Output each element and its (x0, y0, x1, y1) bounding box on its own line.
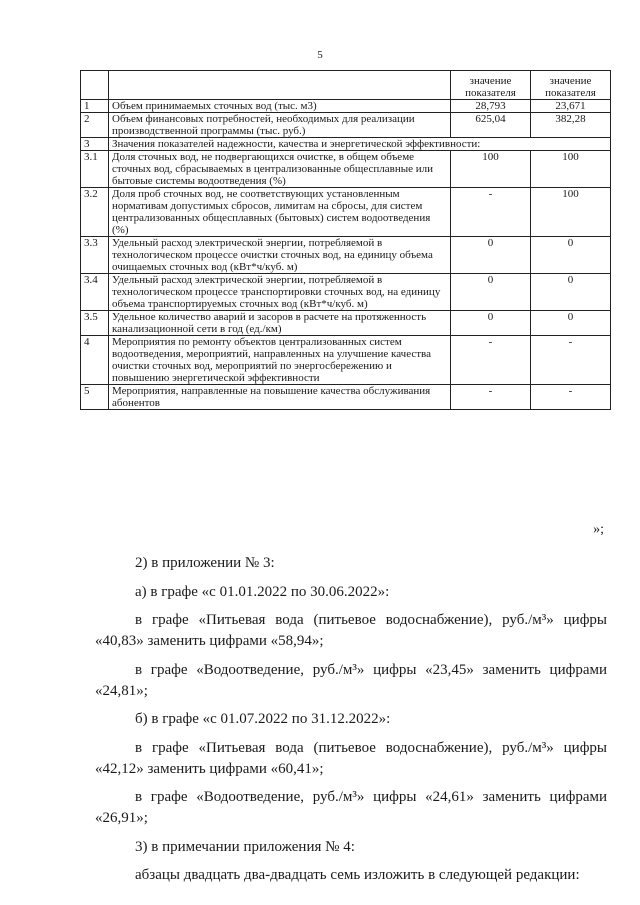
table-header-row (81, 71, 611, 100)
header-cell-empty (81, 71, 109, 100)
paragraph: в графе «Питьевая вода (питьевое водоснабжение), руб./м³» цифры «42,12» заменить цифрами «60,41»; (95, 739, 607, 777)
row-text: Доля проб сточных вод, не соответствующих установленным нормативам допустимых сбросов, лимитам на сбросы, для систем централизованных общесплавных (бытовых) систем водоотведения (%) (109, 188, 451, 237)
table-row (81, 385, 611, 410)
row-number: 3 (81, 138, 109, 151)
row-value-1: 0 (451, 237, 531, 274)
row-value-2: - (531, 336, 611, 385)
row-value-2: 0 (531, 311, 611, 336)
row-value-2: 382,28 (531, 113, 611, 138)
row-value-1: 0 (451, 274, 531, 311)
row-value-1: 0 (451, 311, 531, 336)
table-row (81, 274, 611, 311)
row-number: 3.4 (81, 274, 109, 311)
row-number: 3.3 (81, 237, 109, 274)
row-number: 4 (81, 336, 109, 385)
table-row (81, 151, 611, 188)
row-value-2: 23,671 (531, 100, 611, 113)
paragraph: б) в графе «с 01.07.2022 по 31.12.2022»: (135, 711, 391, 727)
row-value-2: - (531, 385, 611, 410)
row-value-1: 28,793 (451, 100, 531, 113)
row-text: Объем принимаемых сточных вод (тыс. м3) (109, 100, 451, 113)
paragraph: абзацы двадцать два-двадцать семь изложить в следующей редакции: (135, 867, 580, 883)
table-row (81, 113, 611, 138)
row-number: 5 (81, 385, 109, 410)
paragraph: в графе «Водоотведение, руб./м³» цифры «24,61» заменить цифрами «26,91»; (95, 789, 607, 826)
row-value-1: - (451, 385, 531, 410)
row-text: Мероприятия, направленные на повышение качества обслуживания абонентов (109, 385, 451, 410)
row-value-1: 625,04 (451, 113, 531, 138)
table-section-row (81, 138, 611, 151)
row-number: 2 (81, 113, 109, 138)
row-value-2: 0 (531, 274, 611, 311)
row-text: Мероприятия по ремонту объектов централизованных систем водоотведения, мероприятий, направленных на улучшение качества очистки сточных вод, мероприятий по энергосбережению и повышению энергетической эффективности (109, 336, 451, 385)
header-cell-empty (109, 71, 451, 100)
row-text: Доля сточных вод, не подвергающихся очистке, в общем объеме сточных вод, сбрасываемых в централизованные общесплавные или бытовые системы водоотведения (%) (109, 151, 451, 188)
table-row (81, 336, 611, 385)
section-title: Значения показателей надежности, качества и энергетической эффективности: (109, 138, 611, 151)
row-number: 1 (81, 100, 109, 113)
paragraph: 2) в приложении № 3: (135, 555, 275, 571)
paragraph: а) в графе «с 01.01.2022 по 30.06.2022»: (135, 583, 390, 600)
row-value-1: - (451, 336, 531, 385)
table-row (81, 100, 611, 113)
row-text: Удельный расход электрической энергии, потребляемой в технологическом процессе транспортировки сточных вод, на единицу объема транспортируемых сточных вод (кВт*ч/куб. м) (109, 274, 451, 311)
table-row (81, 311, 611, 336)
row-number: 3.2 (81, 188, 109, 237)
row-text: Удельный расход электрической энергии, потребляемой в технологическом процессе очистки сточных вод, на единицу объема очищаемых сточных вод (кВт*ч/куб. м) (109, 237, 451, 274)
paragraph: 3) в примечании приложения № 4: (135, 838, 355, 855)
amendment-text (95, 553, 607, 894)
page-number: 5 (317, 49, 323, 61)
row-value-1: - (451, 188, 531, 237)
row-value-2: 100 (531, 151, 611, 188)
row-value-1: 100 (451, 151, 531, 188)
closing-quote: »; (593, 522, 604, 537)
header-value-2: значение показателя (531, 71, 611, 100)
header-value-1: значение показателя (451, 71, 531, 100)
row-text: Удельное количество аварий и засоров в расчете на протяженность канализационной сети в год (ед./км) (109, 311, 451, 336)
table-row (81, 188, 611, 237)
row-number: 3.1 (81, 151, 109, 188)
paragraph: в графе «Водоотведение, руб./м³» цифры «23,45» заменить цифрами «24,81»; (95, 661, 607, 699)
table-row (81, 237, 611, 274)
row-value-2: 0 (531, 237, 611, 274)
paragraph: в графе «Питьевая вода (питьевое водоснабжение), руб./м³» цифры «40,83» заменить цифрами «58,94»; (95, 612, 607, 649)
indicators-table (80, 70, 611, 410)
row-number: 3.5 (81, 311, 109, 336)
row-value-2: 100 (531, 188, 611, 237)
row-text: Объем финансовых потребностей, необходимых для реализации производственной программы (тыс. руб.) (109, 113, 451, 138)
